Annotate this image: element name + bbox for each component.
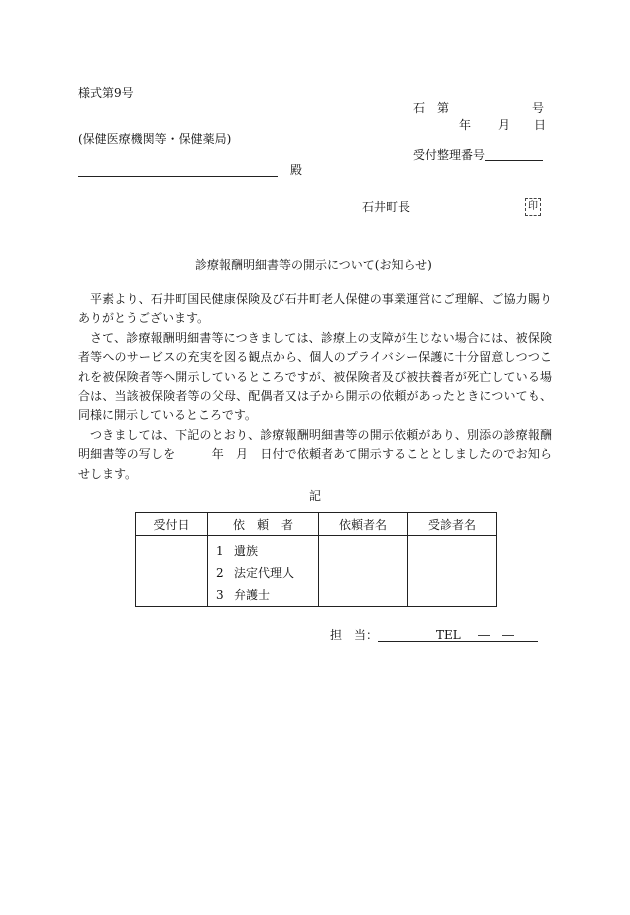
addressee-suffix: 殿 [290, 163, 303, 177]
request-table [135, 512, 497, 607]
header-receipt-date: 受付日 [136, 513, 208, 536]
recipient-organization: (保健医療機関等・保健薬局) [78, 132, 232, 146]
paragraph-notice: つきましては、下記のとおり、診療報酬明細書等の開示依頼があり、別添の診療報酬明細書等の写しを 年 月 日付で依頼者あて開示することとしましたのでお知らせします。 [78, 427, 552, 481]
contact-tel-label: TEL [436, 628, 461, 642]
contact-label: 担 当： [330, 628, 379, 642]
requester-type-item: 3 弁護士 [216, 588, 271, 602]
document-title: 診療報酬明細書等の開示について(お知らせ) [195, 258, 432, 272]
header-requester: 依 頼 者 [208, 513, 319, 536]
date-day: 日 [534, 118, 547, 132]
table-header-row [136, 513, 497, 536]
requester-type-item: 2 法定代理人 [216, 566, 295, 580]
patient-name-cell [408, 536, 497, 607]
receipt-number-blank [485, 160, 543, 161]
header-patient-name: 受診者名 [408, 513, 497, 536]
form-number: 様式第9号 [78, 86, 134, 100]
document-number-suffix: 号 [532, 101, 545, 115]
date-year: 年 [459, 118, 472, 132]
requester-name-cell [319, 536, 408, 607]
sender-name: 石井町長 [362, 200, 411, 214]
addressee-blank [78, 176, 278, 177]
paragraph-explanation: さて、診療報酬明細書等につきましては、診療上の支障が生じない場合には、被保険者等へのサービスの充実を図る観点から、個人のプライバシー保護に十分留意しつつこれを被保険者等へ開示しているところですが、被保険者及び被扶養者が死亡している場合は、当該被保険者等の父母、配偶者又は子から開示の依頼があったときについても、同様に開示しているところです。 [78, 330, 552, 423]
date-month: 月 [498, 118, 511, 132]
document-number-prefix: 石 第 [413, 101, 450, 115]
contact-dash-2: ― [502, 628, 514, 642]
body-text [78, 290, 552, 484]
header-requester-name: 依頼者名 [319, 513, 408, 536]
receipt-date-cell [136, 536, 208, 607]
ki-heading: 記 [309, 489, 322, 503]
requester-type-cell [208, 536, 319, 607]
table-row [136, 536, 497, 607]
seal-mark: 印 [525, 198, 541, 216]
receipt-number-label: 受付整理番号 [413, 148, 486, 162]
contact-dash-1: ― [478, 628, 490, 642]
paragraph-greeting: 平素より、石井町国民健康保険及び石井町老人保健の事業運営にご理解、ご協力賜りありがとうございます。 [78, 292, 552, 326]
requester-type-item: 1 遺族 [216, 544, 259, 558]
